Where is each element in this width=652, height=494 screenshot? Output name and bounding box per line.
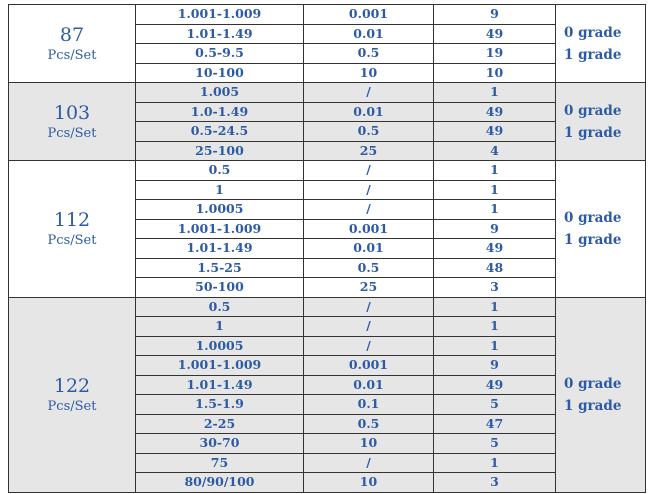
accuracy-grade-cell: [556, 297, 646, 492]
table-row: [9, 5, 646, 25]
size-range-cell: 1.5-25: [136, 258, 304, 278]
step-cell: 0.5: [304, 258, 434, 278]
step-cell: /: [304, 336, 434, 356]
size-range-cell: 0.5: [136, 161, 304, 181]
grade-label: 0 grade: [564, 209, 622, 226]
step-cell: 0.001: [304, 5, 434, 25]
quantity-cell: 49: [434, 375, 556, 395]
quantity-cell: 1: [434, 297, 556, 317]
set-piece-count: 103: [53, 102, 91, 124]
step-cell: 0.01: [304, 102, 434, 122]
size-range-cell: 80/90/100: [136, 473, 304, 493]
quantity-cell: 3: [434, 278, 556, 298]
set-size-cell: [9, 83, 136, 161]
accuracy-grade-cell: [556, 83, 646, 161]
set-group: [9, 5, 646, 83]
step-cell: /: [304, 453, 434, 473]
size-range-cell: 1.01-1.49: [136, 239, 304, 259]
size-range-cell: 1.0005: [136, 200, 304, 220]
set-unit-label: Pcs/Set: [47, 48, 97, 63]
accuracy-grade-cell: [556, 161, 646, 298]
step-cell: 0.01: [304, 375, 434, 395]
gauge-block-spec-table: [8, 4, 646, 493]
set-size-cell: [9, 297, 136, 492]
set-unit-label: Pcs/Set: [47, 126, 97, 141]
step-cell: 0.5: [304, 44, 434, 64]
size-range-cell: 1.5-1.9: [136, 395, 304, 415]
size-range-cell: 1.01-1.49: [136, 24, 304, 44]
quantity-cell: 1: [434, 200, 556, 220]
step-cell: 25: [304, 141, 434, 161]
step-cell: /: [304, 83, 434, 103]
accuracy-grade-cell: [556, 5, 646, 83]
size-range-cell: 1: [136, 180, 304, 200]
size-range-cell: 10-100: [136, 63, 304, 83]
step-cell: 0.1: [304, 395, 434, 415]
grade-label: 1 grade: [564, 124, 622, 141]
quantity-cell: 1: [434, 83, 556, 103]
quantity-cell: 1: [434, 161, 556, 181]
step-cell: /: [304, 180, 434, 200]
quantity-cell: 48: [434, 258, 556, 278]
size-range-cell: 1.01-1.49: [136, 375, 304, 395]
quantity-cell: 9: [434, 5, 556, 25]
quantity-cell: 47: [434, 414, 556, 434]
quantity-cell: 9: [434, 219, 556, 239]
step-cell: /: [304, 161, 434, 181]
quantity-cell: 4: [434, 141, 556, 161]
quantity-cell: 49: [434, 24, 556, 44]
table-row: [9, 83, 646, 103]
quantity-cell: 5: [434, 434, 556, 454]
table-row: [9, 297, 646, 317]
quantity-cell: 1: [434, 453, 556, 473]
set-group: [9, 297, 646, 492]
quantity-cell: 10: [434, 63, 556, 83]
quantity-cell: 1: [434, 317, 556, 337]
set-group: [9, 161, 646, 298]
grade-label: 0 grade: [564, 24, 622, 41]
set-piece-count: 87: [59, 24, 85, 46]
size-range-cell: 1.001-1.009: [136, 219, 304, 239]
size-range-cell: 0.5: [136, 297, 304, 317]
grade-label: 1 grade: [564, 46, 622, 63]
grade-label: 1 grade: [564, 397, 622, 414]
quantity-cell: 1: [434, 180, 556, 200]
step-cell: 0.5: [304, 414, 434, 434]
set-unit-label: Pcs/Set: [47, 233, 97, 249]
size-range-cell: 50-100: [136, 278, 304, 298]
step-cell: 10: [304, 63, 434, 83]
size-range-cell: 30-70: [136, 434, 304, 454]
quantity-cell: 1: [434, 336, 556, 356]
step-cell: 0.01: [304, 24, 434, 44]
size-range-cell: 0.5-9.5: [136, 44, 304, 64]
quantity-cell: 49: [434, 102, 556, 122]
size-range-cell: 1.0005: [136, 336, 304, 356]
set-group: [9, 83, 646, 161]
quantity-cell: 49: [434, 239, 556, 259]
grade-label: 0 grade: [564, 102, 622, 119]
step-cell: /: [304, 200, 434, 220]
step-cell: /: [304, 317, 434, 337]
size-range-cell: 2-25: [136, 414, 304, 434]
step-cell: 0.01: [304, 239, 434, 259]
set-size-cell: [9, 5, 136, 83]
step-cell: 0.5: [304, 122, 434, 142]
size-range-cell: 1.0-1.49: [136, 102, 304, 122]
size-range-cell: 0.5-24.5: [136, 122, 304, 142]
size-range-cell: 1: [136, 317, 304, 337]
quantity-cell: 3: [434, 473, 556, 493]
size-range-cell: 25-100: [136, 141, 304, 161]
step-cell: 25: [304, 278, 434, 298]
size-range-cell: 1.001-1.009: [136, 356, 304, 376]
size-range-cell: 1.005: [136, 83, 304, 103]
step-cell: 0.001: [304, 219, 434, 239]
quantity-cell: 19: [434, 44, 556, 64]
size-range-cell: 1.001-1.009: [136, 5, 304, 25]
step-cell: 10: [304, 434, 434, 454]
set-piece-count: 122: [53, 375, 91, 397]
step-cell: /: [304, 297, 434, 317]
set-unit-label: Pcs/Set: [47, 399, 97, 414]
grade-label: 0 grade: [564, 375, 622, 392]
table-row: [9, 161, 646, 181]
set-size-cell: [9, 161, 136, 298]
step-cell: 10: [304, 473, 434, 493]
grade-label: 1 grade: [564, 231, 622, 248]
size-range-cell: 75: [136, 453, 304, 473]
quantity-cell: 5: [434, 395, 556, 415]
quantity-cell: 49: [434, 122, 556, 142]
step-cell: 0.001: [304, 356, 434, 376]
quantity-cell: 9: [434, 356, 556, 376]
set-piece-count: 112: [53, 209, 91, 232]
